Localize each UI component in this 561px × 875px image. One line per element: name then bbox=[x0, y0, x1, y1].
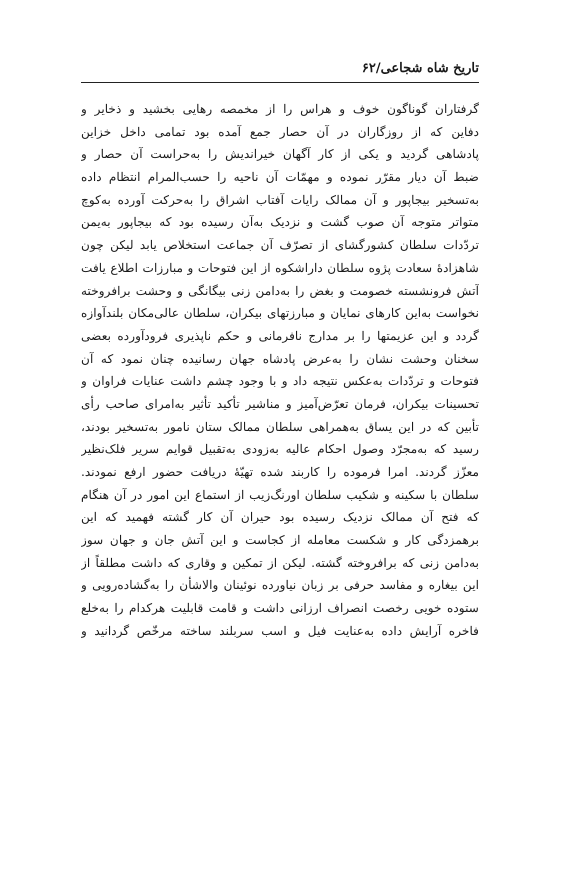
text-line: معزّز گردند. امرا فرموده را کاربند شده تهیّهٔ دریافت حضور ارفع نمودند. bbox=[81, 465, 479, 479]
text-line: تحسینات بیکران، فرمان تعرّض‌آمیز و مناشیر تأکید تأثیر به‌امرای صاحب رأی bbox=[81, 396, 479, 411]
text-line: شاهزادهٔ سعادت پژوه سلطان داراشکوه از این فتوحات و مبارزات اطلاع یافت bbox=[81, 260, 479, 275]
text-line: سخنان وحشت نشان را به‌عرض پادشاه جهان رسانیده چنان نمود که آن bbox=[81, 351, 479, 366]
text-line: تردّدات سلطان کشورگشای از تصرّف آن جماعت استخلاص یابد لیکن چون bbox=[81, 238, 479, 253]
running-title: تاریخ شاه شجاعی/۶۲ bbox=[361, 61, 479, 76]
text-line: سلطان با سکینه و شکیب سلطان اورنگ‌زیب از استماع این امور در آن هنگام bbox=[81, 487, 479, 502]
text-line: به‌دامن زنی که برافروخته گشته. لیکن از تمکین و وقاری که داشت مطلقاً از bbox=[81, 555, 479, 570]
text-line: متواتر متوجه آن صوب گشت و نزدیک به‌آن رسیده بود که بیجاپور به‌یمن bbox=[81, 215, 479, 230]
running-head bbox=[81, 60, 479, 83]
text-line: به‌تسخیر بیجاپور و آن ممالک رایات آفتاب اشراق را به‌حرکت آورده به‌کوچ bbox=[81, 192, 479, 207]
text-line: برهمزدگی کار و شکست معامله از کجاست و این آتش جان و جهان سوز bbox=[81, 533, 479, 548]
text-line: نخواست به‌این کارهای نمایان و مبارزتهای بیکران، سلطان عالی‌مکان بلندآوازه bbox=[81, 306, 479, 321]
body-text bbox=[81, 98, 479, 643]
text-line: که فتح آن ممالک نزدیک رسیده بود حیران آن کار گشته فهمید که این bbox=[81, 510, 479, 525]
text-line: آتش فرونشسته خصومت و بغض را به‌دامن زنی بیگانگی و وحشت برافروخته bbox=[81, 283, 479, 298]
text-line: ستوده خویی رخصت انصراف ارزانی داشت و قامت قابلیت هرکدام را به‌خلع bbox=[81, 601, 479, 616]
text-line: پادشاهی گردید و یکی از کار آگهان خیراندیش را به‌حراست آن حصار و bbox=[81, 147, 479, 162]
text-line: این بیغاره و مفاسد حرفی بر زبان نیاورده نوئینان والاشأن را به‌گشاده‌رویی و bbox=[81, 578, 479, 593]
text-line: تأبین که در این یساق به‌همراهی سلطان ممالک ستان نامور به‌تسخیر بودند، bbox=[81, 419, 479, 434]
text-line: رسید که به‌مجرّد وصول احکام عالیه به‌زودی به‌تقبیل قوایم سریر فلک‌نظیر bbox=[81, 442, 479, 457]
text-line: فاخره آرایش داده به‌عنایت فیل و اسب سربلند ساخته مرخّص گردانید و bbox=[81, 623, 479, 638]
text-line: فتوحات و تردّدات به‌عکس نتیجه داد و با وجود چشم داشت عنایات فراوان و bbox=[81, 374, 479, 389]
text-line: ضبط آن دیار مقرّر نموده و مهمّات آن ناحیه را حسب‌المرام انتظام داده bbox=[81, 170, 479, 185]
text-line: گرفتاران گوناگون خوف و هراس را از مخمصه رهایی بخشید و ذخایر و bbox=[81, 102, 479, 116]
text-line: دفاین که از روزگاران در آن حصار جمع آمده بود تمامی داخل خزاین bbox=[81, 124, 479, 139]
text-line: گردد و این عزیمتها را بر مدارج نافرمانی و حکم ناپذیری فرودآورده بعضی bbox=[81, 328, 479, 343]
